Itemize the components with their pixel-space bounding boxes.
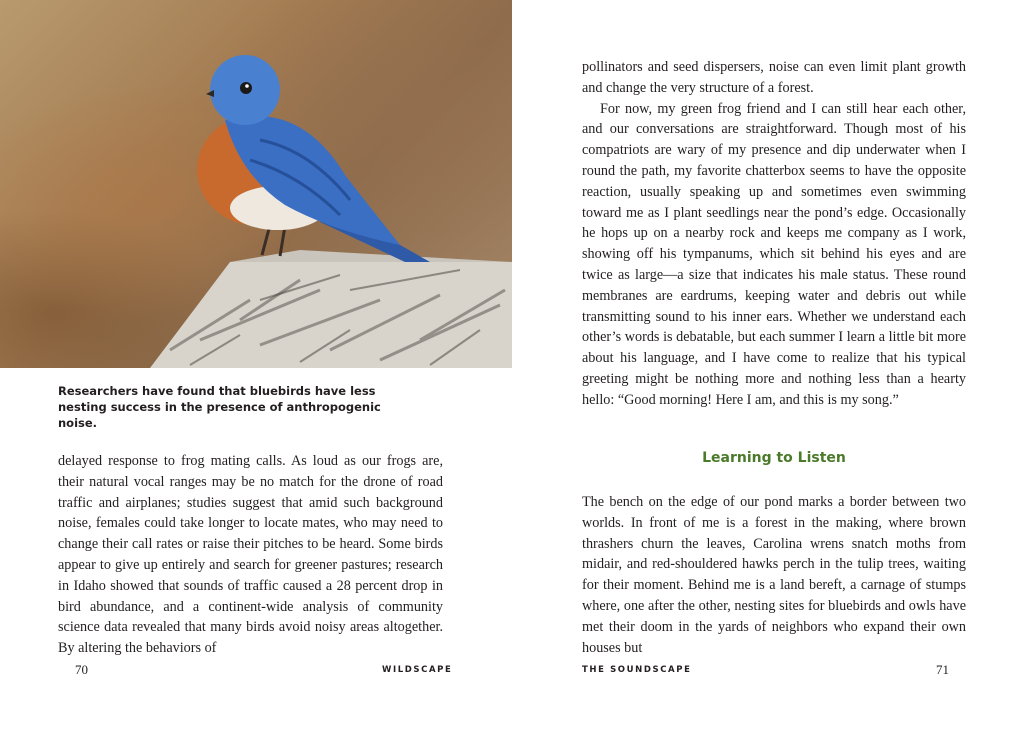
bluebird-illustration bbox=[0, 0, 512, 368]
paragraph-1: pollinators and seed dispersers, noise can even limit plant growth and change the very structure of a forest. bbox=[582, 59, 966, 96]
paragraph-3: The bench on the edge of our pond marks a border between two worlds. In front of me is a forest in the making, where brown thrashers churn the leaves, Carolina wrens snatch moths from midair, and red-shouldered hawks perch in the tulip trees, waiting for their moment. Behind me is a land bereft, a carnage of stumps where, one after the other, nesting sites for bluebirds and owls have met their doom in the yards of neighbors who expand their own houses but bbox=[582, 494, 966, 656]
bluebird-beak bbox=[206, 90, 214, 97]
running-head-right: THE SOUNDSCAPE bbox=[582, 665, 692, 675]
left-body-text: delayed response to frog mating calls. As loud as our frogs are, their natural vocal ranges may be no match for the drone of road traffic and airplanes; studies suggest that amid such background noise, females could take longer to locate mates, who may need to change their call rates or raise their pitches to be heard. Some birds appear to give up entirely and search for greener pastures; research in Idaho showed that sounds of traffic caused a 28 percent drop in bird abundance, and a continent-wide analysis of community science data revealed that many birds avoid noisy areas altogether. By altering the behaviors of bbox=[58, 453, 443, 657]
running-head-left: WILDSCAPE bbox=[382, 665, 453, 675]
page-number-right: 71 bbox=[936, 662, 949, 677]
paragraph-2: For now, my green frog friend and I can still hear each other, and our conversations are straightforward. Though most of his compatriots are wary of my presence and dip underwater when I round the path, my favorite chatterbox seems to have the opposite reaction, usually speaking up and sometimes even swimming toward me as I plant seedlings near the pond’s edge. Occasionally he hops up on a nearby rock and keeps me company as I work, showing off his tympanums, which sit behind his eyes and are twice as large—a size that indicates his male status. These round membranes are eardrums, keeping water and debris out while transmitting sound to his inner ears. Whether we understand each other’s words is debatable, but each summer I learn a little bit more about his language, and I have come to realize that his typical greeting might be nothing more and nothing less than a hearty hello: “Good morning! Here I am, and this is my song.” bbox=[582, 100, 966, 408]
right-body-bottom bbox=[582, 492, 966, 658]
section-heading: Learning to Listen bbox=[702, 450, 846, 466]
right-body-top bbox=[582, 57, 966, 411]
page-number-left: 70 bbox=[75, 662, 88, 677]
bluebird-photo bbox=[0, 0, 512, 368]
bluebird-eye bbox=[240, 82, 252, 94]
right-page bbox=[512, 0, 1024, 745]
photo-caption: Researchers have found that bluebirds have less nesting success in the presence of anthropogenic noise. bbox=[58, 384, 381, 430]
